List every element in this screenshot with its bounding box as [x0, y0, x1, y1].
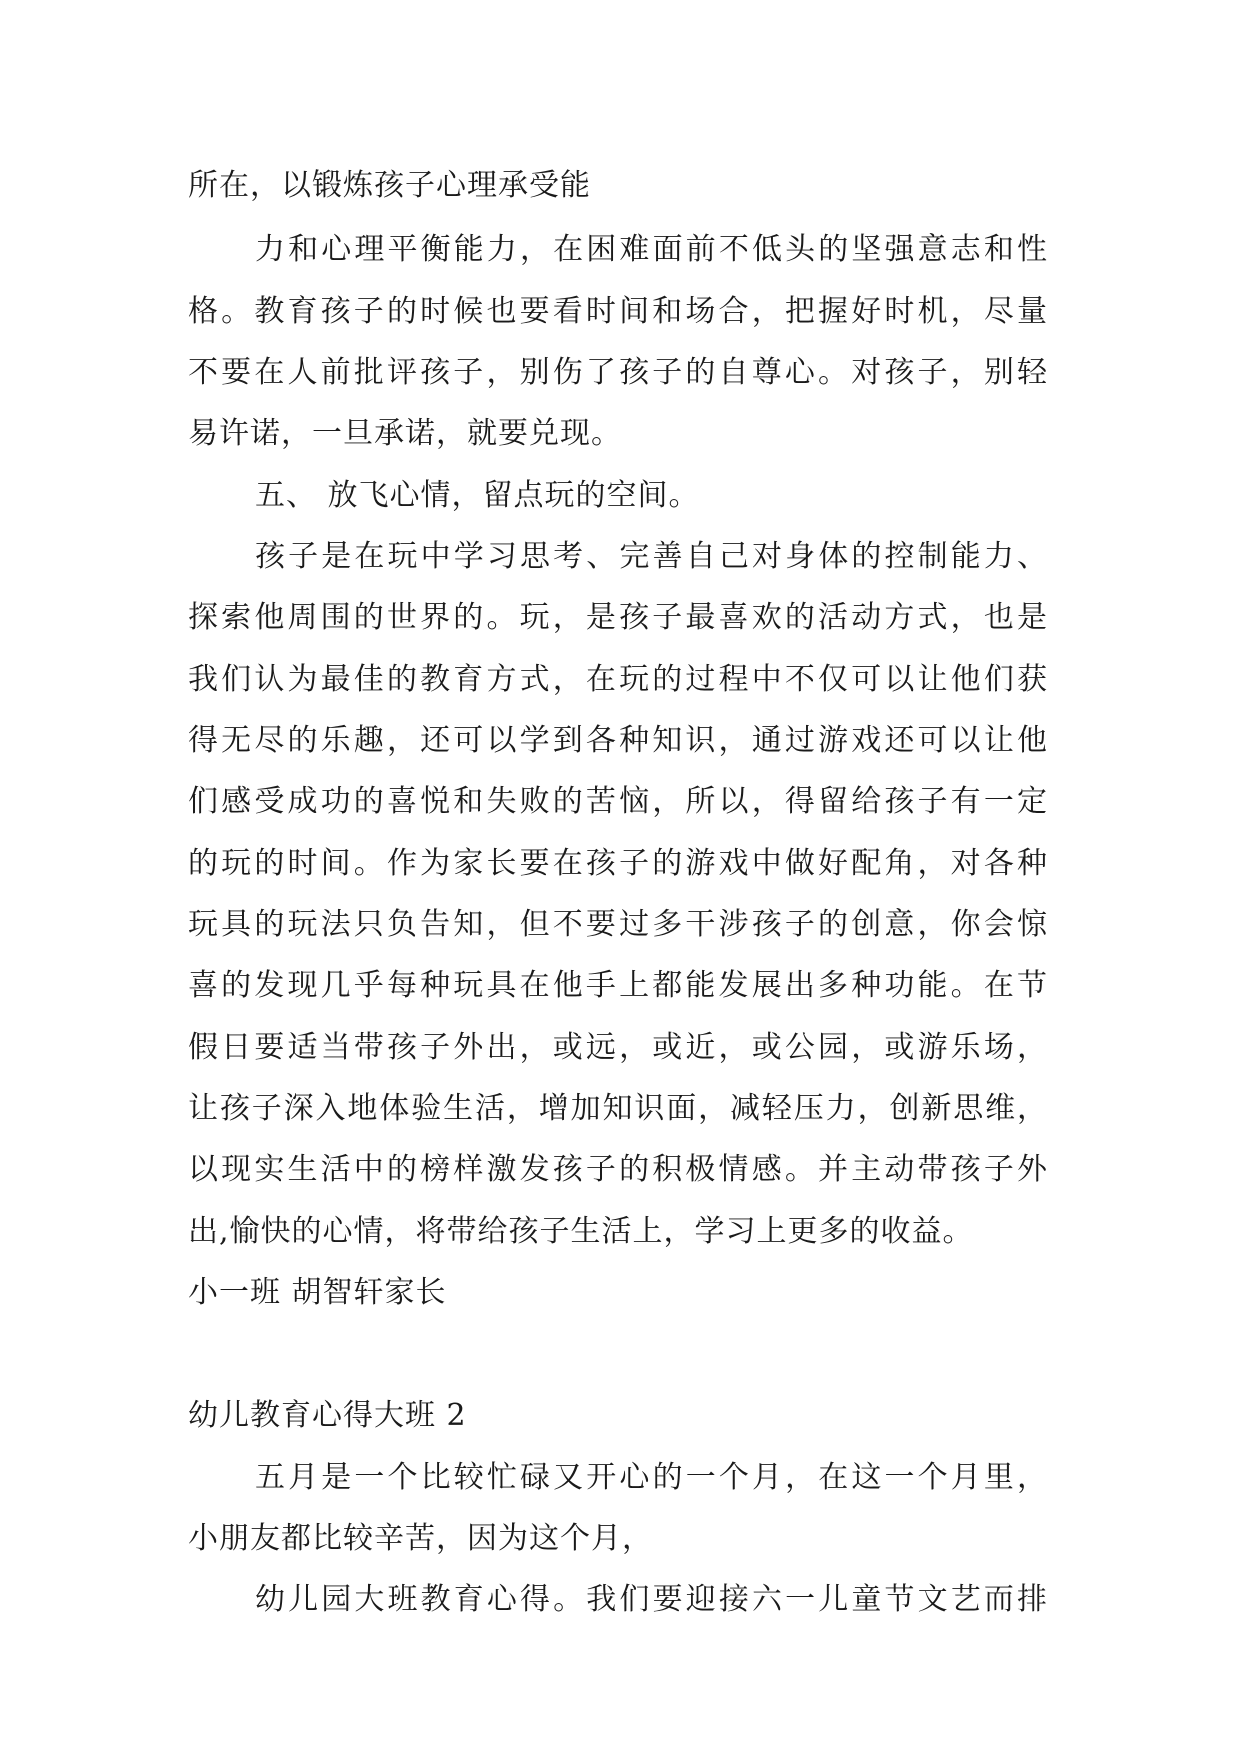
section-title: 幼儿教育心得大班 2: [188, 1398, 467, 1433]
paragraph-line: 小朋友都比较辛苦，因为这个月，: [188, 1521, 653, 1556]
paragraph-line: 们感受成功的喜悦和失败的苦恼，所以，得留给孩子有一定: [188, 784, 1048, 819]
paragraph-line: 让孩子深入地体验生活，增加知识面，减轻压力，创新思维，: [188, 1091, 1048, 1126]
paragraph-line: 五月是一个比较忙碌又开心的一个月，在这一个月里，: [255, 1460, 1048, 1495]
paragraph-line: 格。教育孩子的时候也要看时间和场合，把握好时机，尽量: [188, 294, 1048, 329]
paragraph-line: 幼儿园大班教育心得。我们要迎接六一儿童节文艺而排: [255, 1582, 1048, 1617]
paragraph-line: 得无尽的乐趣，还可以学到各种知识，通过游戏还可以让他: [188, 723, 1048, 758]
paragraph-line: 玩具的玩法只负告知，但不要过多干涉孩子的创意，你会惊: [188, 907, 1048, 942]
paragraph-line: 孩子是在玩中学习思考、完善自己对身体的控制能力、: [255, 539, 1048, 574]
paragraph-line: 不要在人前批评孩子，别伤了孩子的自尊心。对孩子，别轻: [188, 355, 1048, 390]
section-heading: 五、 放飞心情，留点玩的空间。: [255, 478, 700, 513]
paragraph-line: 的玩的时间。作为家长要在孩子的游戏中做好配角，对各种: [188, 846, 1048, 881]
paragraph-line: 易许诺，一旦承诺，就要兑现。: [188, 416, 622, 451]
paragraph-line: 假日要适当带孩子外出，或远，或近，或公园，或游乐场，: [188, 1030, 1048, 1065]
paragraph-line: 出,愉快的心情，将带给孩子生活上，学习上更多的收益。: [188, 1214, 974, 1249]
signature-line: 小一班 胡智轩家长: [188, 1275, 447, 1310]
paragraph-line: 力和心理平衡能力，在困难面前不低头的坚强意志和性: [255, 232, 1048, 267]
paragraph-line: 探索他周围的世界的。玩，是孩子最喜欢的活动方式，也是: [188, 600, 1048, 635]
paragraph-line: 以现实生活中的榜样激发孩子的积极情感。并主动带孩子外: [188, 1152, 1048, 1187]
paragraph-line: 所在，以锻炼孩子心理承受能: [188, 168, 591, 203]
paragraph-line: 我们认为最佳的教育方式，在玩的过程中不仅可以让他们获: [188, 662, 1048, 697]
paragraph-line: 喜的发现几乎每种玩具在他手上都能发展出多种功能。在节: [188, 968, 1048, 1003]
